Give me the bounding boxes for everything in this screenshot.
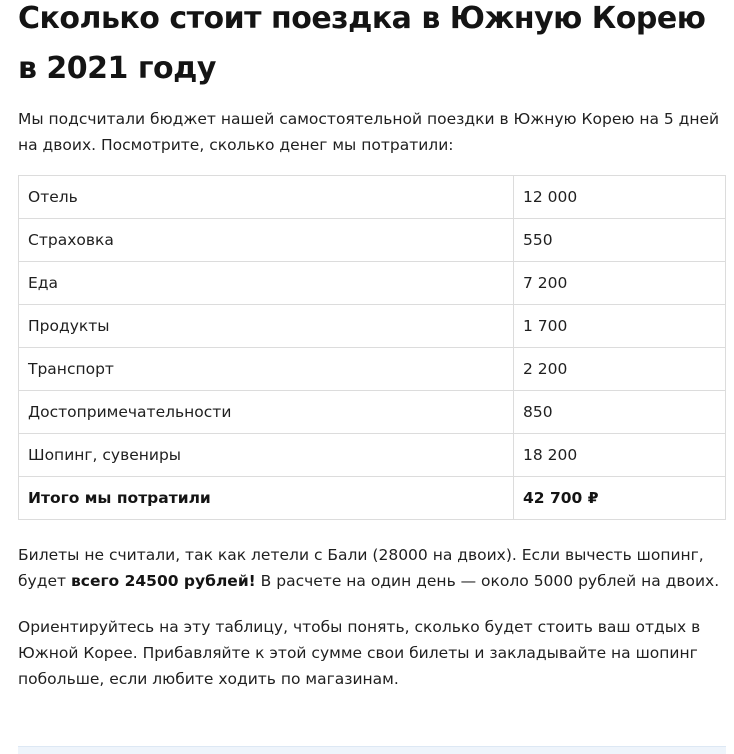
table-row [19,391,726,434]
highlight-sum: всего 24500 рублей! [70,572,256,590]
intro-paragraph: Мы подсчитали бюджет нашей самостоятельной поездки в Южную Корею на 5 дней на двоих. Посмотрите, сколько денег мы потратили: [18,110,720,154]
article [18,0,726,692]
row-value: 550 [514,219,726,262]
table-row [19,348,726,391]
row-value: 18 200 [514,434,726,477]
total-value: 42 700 ₽ [514,477,726,520]
budget-table [18,175,726,520]
tickets-paragraph [18,542,726,594]
row-label: Продукты [19,305,514,348]
row-label: Транспорт [19,348,514,391]
row-value: 12 000 [514,176,726,219]
table-row [19,219,726,262]
table-row [19,262,726,305]
row-value: 850 [514,391,726,434]
row-value: 2 200 [514,348,726,391]
total-label: Итого мы потратили [19,477,514,520]
row-value: 7 200 [514,262,726,305]
tickets-text-start: Билеты не считали, так как летели с Бали (28000 на двоих). Если вычесть шопинг, будет [18,546,704,590]
row-label: Достопримечательности [19,391,514,434]
row-value: 1 700 [514,305,726,348]
article-title: Сколько стоит поездка в Южную Корею в 2021 году [18,1,706,86]
row-label: Отель [19,176,514,219]
table-row [19,305,726,348]
total-row [19,477,726,520]
tickets-text-end: В расчете на один день — около 5000 рублей на двоих. [255,572,720,590]
closing-paragraph: Ориентируйтесь на эту таблицу, чтобы понять, сколько будет стоить ваш отдых в Южной Корее. Прибавляйте к этой сумме свои билеты и закладывайте на шопинг побольше, если любите ходить по магазинам. [18,618,701,688]
row-label: Шопинг, сувениры [19,434,514,477]
row-label: Страховка [19,219,514,262]
row-label: Еда [19,262,514,305]
next-block-edge [18,746,726,754]
table-row [19,434,726,477]
table-row [19,176,726,219]
